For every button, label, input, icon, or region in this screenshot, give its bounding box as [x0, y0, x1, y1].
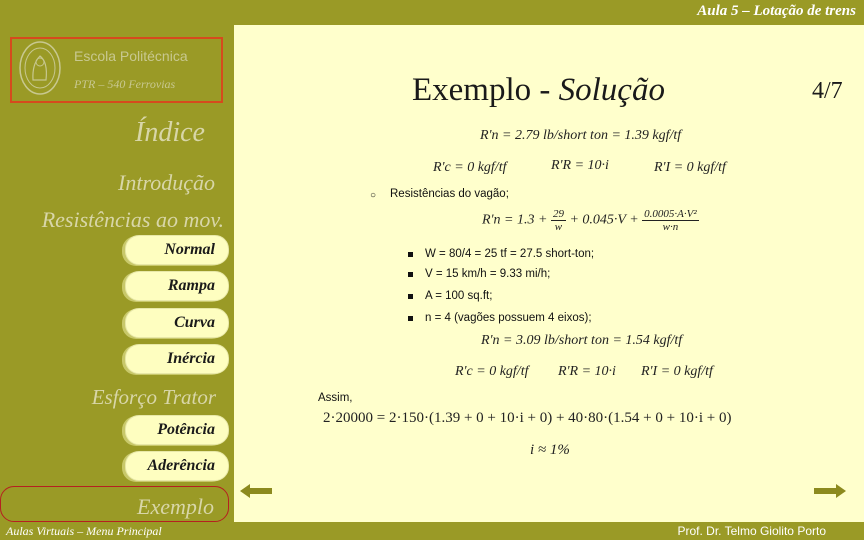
equation-wagon-inertia: R'I = 0 kgf/tf [641, 364, 713, 379]
fraction-denominator: w [554, 221, 563, 233]
arrow-left-icon[interactable] [240, 484, 272, 498]
fraction-29-w [551, 208, 566, 233]
equation-wagon-davis [482, 208, 699, 233]
menu-button-potencia[interactable]: Potência [125, 415, 229, 445]
menu-item-resistencias[interactable]: Resistências ao mov. [41, 207, 224, 232]
text-assim: Assim, [318, 392, 353, 404]
course-name: PTR – 540 Ferrovias [74, 77, 176, 91]
slide-title-main: Exemplo - [412, 72, 559, 108]
sidebar [0, 25, 234, 523]
fraction-air [642, 208, 699, 233]
main-menu-link[interactable]: Aulas Virtuais – Menu Principal [6, 524, 162, 538]
equation-result: i ≈ 1% [530, 442, 570, 458]
equation-locomotive-normal: R'n = 2.79 lb/short ton = 1.39 kgf/tf [480, 128, 682, 143]
bullet-weight: W = 80/4 = 25 tf = 27.5 short-ton; [425, 248, 595, 260]
fraction-numerator: 0.0005·A·V² [644, 208, 697, 220]
bullet-area: A = 100 sq.ft; [425, 290, 493, 302]
menu-button-rampa[interactable]: Rampa [125, 271, 229, 301]
slide-title-italic: Solução [558, 72, 665, 108]
equation-locomotive-curve: R'c = 0 kgf/tf [433, 160, 507, 175]
bullet [408, 252, 413, 257]
equation-locomotive-inertia: R'I = 0 kgf/tf [654, 160, 726, 175]
author-name: Prof. Dr. Telmo Giolito Porto [677, 524, 826, 538]
menu-item-introducao[interactable]: Introdução [118, 170, 215, 195]
equation-wagon-curve: R'c = 0 kgf/tf [455, 364, 529, 379]
menu-title: Índice [135, 117, 205, 148]
bullet-axles: n = 4 (vagões possuem 4 eixos); [425, 312, 592, 324]
bottom-bar [0, 522, 864, 540]
lecture-title: Aula 5 – Lotação de trens [697, 3, 856, 19]
equation-wagon-middle: + 0.045·V + [569, 212, 639, 228]
page-number: 4/7 [812, 78, 843, 104]
menu-item-esforco-trator[interactable]: Esforço Trator [91, 385, 216, 409]
top-bar [0, 0, 864, 25]
menu-button-aderencia[interactable]: Aderência [125, 451, 229, 481]
logo-icon [18, 40, 62, 96]
menu-button-normal[interactable]: Normal [125, 235, 229, 265]
sub-bullet-wagon-resistances: Resistências do vagão; [390, 188, 509, 200]
slide-title [412, 72, 665, 109]
menu-item-exemplo[interactable]: Exemplo [137, 494, 214, 519]
equation-wagon-ramp: R'R = 10·i [558, 364, 616, 379]
arrow-right-icon[interactable] [814, 484, 846, 498]
menu-button-inercia[interactable]: Inércia [125, 344, 229, 374]
school-name: Escola Politécnica [74, 48, 188, 64]
circle-bullet: ○ [370, 190, 377, 201]
equation-locomotive-ramp: R'R = 10·i [551, 158, 609, 173]
menu-button-curva[interactable]: Curva [125, 308, 229, 338]
bullet [408, 272, 413, 277]
bullet [408, 294, 413, 299]
equation-wagon-lhs: R'n = 1.3 + [482, 212, 548, 228]
bullet [408, 316, 413, 321]
equation-balance: 2·20000 = 2·150·(1.39 + 0 + 10·i + 0) + 40·80·(1.54 + 0 + 10·i + 0) [323, 410, 732, 426]
fraction-numerator: 29 [552, 208, 564, 220]
bullet-speed: V = 15 km/h = 9.33 mi/h; [425, 268, 551, 280]
fraction-denominator: w·n [662, 221, 679, 233]
equation-wagon-normal: R'n = 3.09 lb/short ton = 1.54 kgf/tf [481, 333, 683, 348]
